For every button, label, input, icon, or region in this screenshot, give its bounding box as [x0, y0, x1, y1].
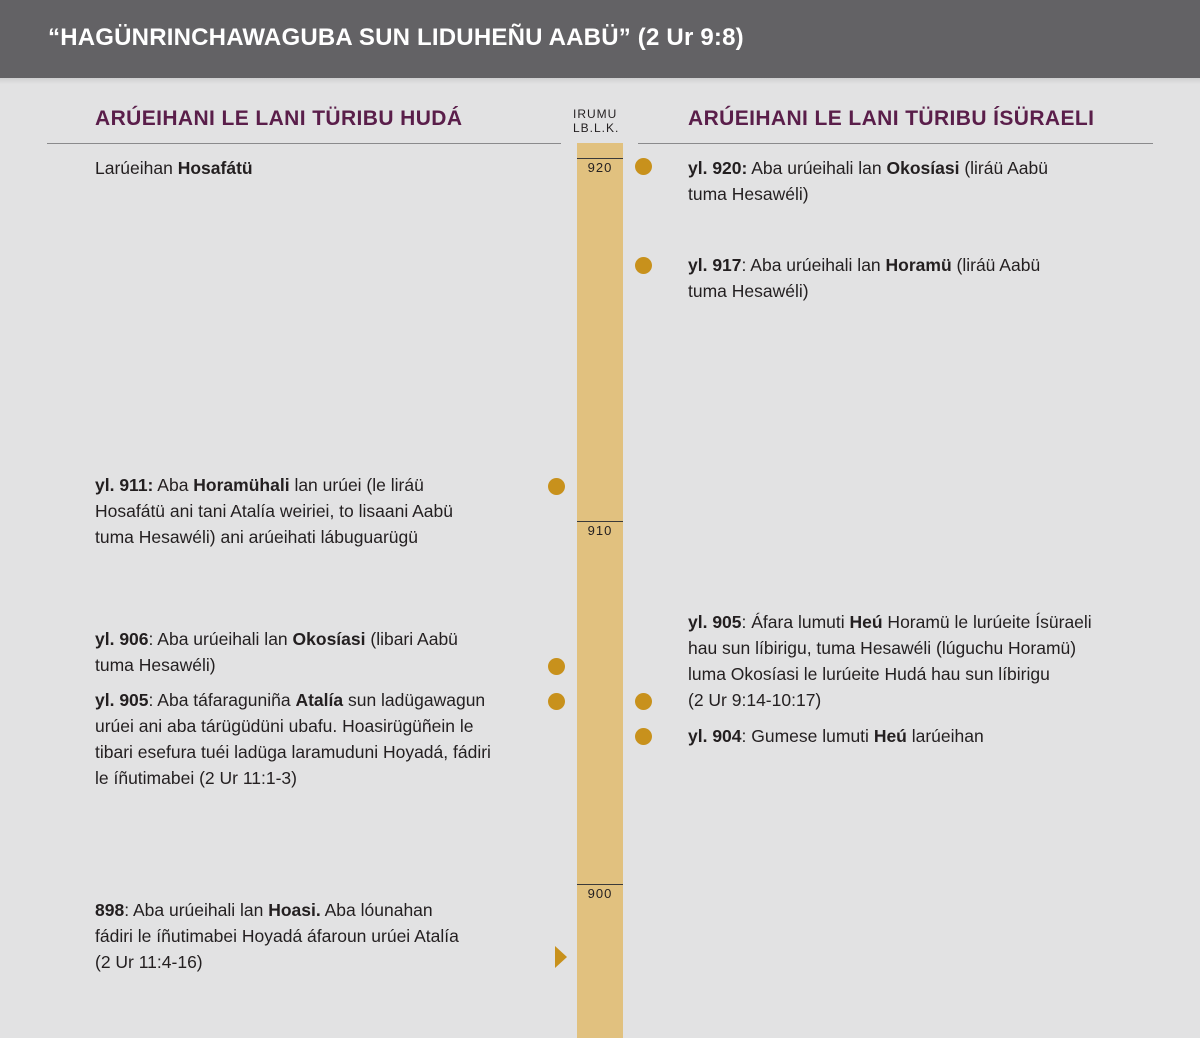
- title-banner: [0, 0, 1200, 78]
- tick-label-920: 920: [587, 160, 613, 175]
- entry-text: (2 Ur 9:14-10:17): [688, 690, 822, 710]
- entry-text: larúeihan: [906, 726, 984, 746]
- entry-text: tuma Hesawéli): [688, 184, 809, 204]
- entry-text: (liráü Aabü: [951, 255, 1041, 275]
- tick-920: [577, 158, 623, 159]
- marker-dot: [548, 478, 565, 495]
- marker-dot: [548, 693, 565, 710]
- entry-text: : Aba urúeihali lan: [741, 255, 886, 275]
- king-name: Horamühali: [193, 475, 290, 495]
- king-name: Heú: [873, 726, 907, 746]
- axis-label-line2: LB.L.K.: [573, 121, 620, 135]
- king-name: Heú: [849, 612, 883, 632]
- israel-entry-905: [688, 609, 1092, 713]
- entry-text: : Gumese lumuti: [741, 726, 874, 746]
- king-name: Okosíasi: [886, 158, 960, 178]
- entry-text: sun ladügawagun: [343, 690, 486, 710]
- entry-text: tibari esefura tuéi ladüga laramuduni Hoyadá, fádiri: [95, 742, 491, 762]
- israel-kings-header: ARÚEIHANI LE LANI TÜRIBU ÍSÜRAELI: [688, 107, 1095, 130]
- timeline-bar: [577, 143, 623, 1038]
- israel-entry-904: [688, 723, 984, 749]
- entry-date: yl. 904: [688, 726, 742, 746]
- judah-entry-jehoshaphat: [95, 155, 253, 181]
- judah-entry-898: [95, 897, 459, 975]
- marker-arrow-icon: [555, 946, 567, 968]
- entry-text: tuma Hesawéli): [95, 655, 216, 675]
- entry-text: Larúeihan: [95, 158, 178, 178]
- entry-text: Horamü le lurúeite Ísüraeli: [882, 612, 1092, 632]
- entry-date: yl. 911:: [95, 475, 154, 495]
- king-name: Okosíasi: [292, 629, 366, 649]
- entry-text: le íñutimabei (2 Ur 11:1-3): [95, 768, 297, 788]
- entry-date: yl. 917: [688, 255, 742, 275]
- entry-text: Aba: [153, 475, 194, 495]
- entry-text: Aba lóunahan: [320, 900, 433, 920]
- axis-label: [573, 107, 629, 135]
- entry-date: 898: [95, 900, 125, 920]
- entry-text: Hosafátü ani tani Atalía weiriei, to lisaani Aabü: [95, 501, 453, 521]
- entry-text: hau sun líbirigu, tuma Hesawéli (lúguchu Horamü): [688, 638, 1077, 658]
- entry-text: Aba urúeihali lan: [747, 158, 887, 178]
- entry-text: (2 Ur 11:4-16): [95, 952, 203, 972]
- marker-dot: [635, 158, 652, 175]
- entry-date: yl. 906: [95, 629, 149, 649]
- entry-date: yl. 905: [95, 690, 149, 710]
- tick-label-910: 910: [587, 523, 613, 538]
- entry-text: : Áfara lumuti: [741, 612, 850, 632]
- marker-dot: [635, 693, 652, 710]
- entry-text: (libari Aabü: [365, 629, 458, 649]
- marker-dot: [548, 658, 565, 675]
- left-header-rule: [47, 143, 561, 144]
- marker-dot: [635, 728, 652, 745]
- entry-date: yl. 905: [688, 612, 742, 632]
- israel-entry-917: [688, 252, 1040, 304]
- king-name: Hoasi.: [268, 900, 321, 920]
- axis-label-line1: IRUMU: [573, 107, 618, 121]
- judah-entry-906: [95, 626, 458, 678]
- entry-text: urúei ani aba tárügüdüni ubafu. Hoasirügüñein le: [95, 716, 474, 736]
- entry-text: luma Okosíasi le lurúeite Hudá hau sun líbirigu: [688, 664, 1050, 684]
- entry-text: fádiri le íñutimabei Hoyadá áfaroun urúei Atalía: [95, 926, 459, 946]
- king-name: Horamü: [885, 255, 952, 275]
- marker-dot: [635, 257, 652, 274]
- king-name: Hosafátü: [177, 158, 253, 178]
- judah-entry-911: [95, 472, 453, 550]
- right-header-rule: [638, 143, 1153, 144]
- judah-entry-905: [95, 687, 491, 791]
- tick-900: [577, 884, 623, 885]
- israel-entry-920: [688, 155, 1048, 207]
- entry-date: yl. 920:: [688, 158, 748, 178]
- queen-name: Atalía: [295, 690, 344, 710]
- banner-shadow: [0, 78, 1200, 84]
- tick-label-900: 900: [587, 886, 613, 901]
- entry-text: : Aba urúeihali lan: [124, 900, 269, 920]
- entry-text: lan urúei (le liráü: [289, 475, 424, 495]
- tick-910: [577, 521, 623, 522]
- entry-text: (liráü Aabü: [959, 158, 1048, 178]
- judah-kings-header: ARÚEIHANI LE LANI TÜRIBU HUDÁ: [95, 107, 463, 130]
- entry-text: : Aba urúeihali lan: [148, 629, 293, 649]
- entry-text: : Aba táfaraguniña: [148, 690, 296, 710]
- page-title: “HAGÜNRINCHAWAGUBA SUN LIDUHEÑU AABÜ” (2 Ur 9:8): [48, 24, 744, 51]
- entry-text: tuma Hesawéli): [688, 281, 809, 301]
- entry-text: tuma Hesawéli) ani arúeihati lábuguarügü: [95, 527, 418, 547]
